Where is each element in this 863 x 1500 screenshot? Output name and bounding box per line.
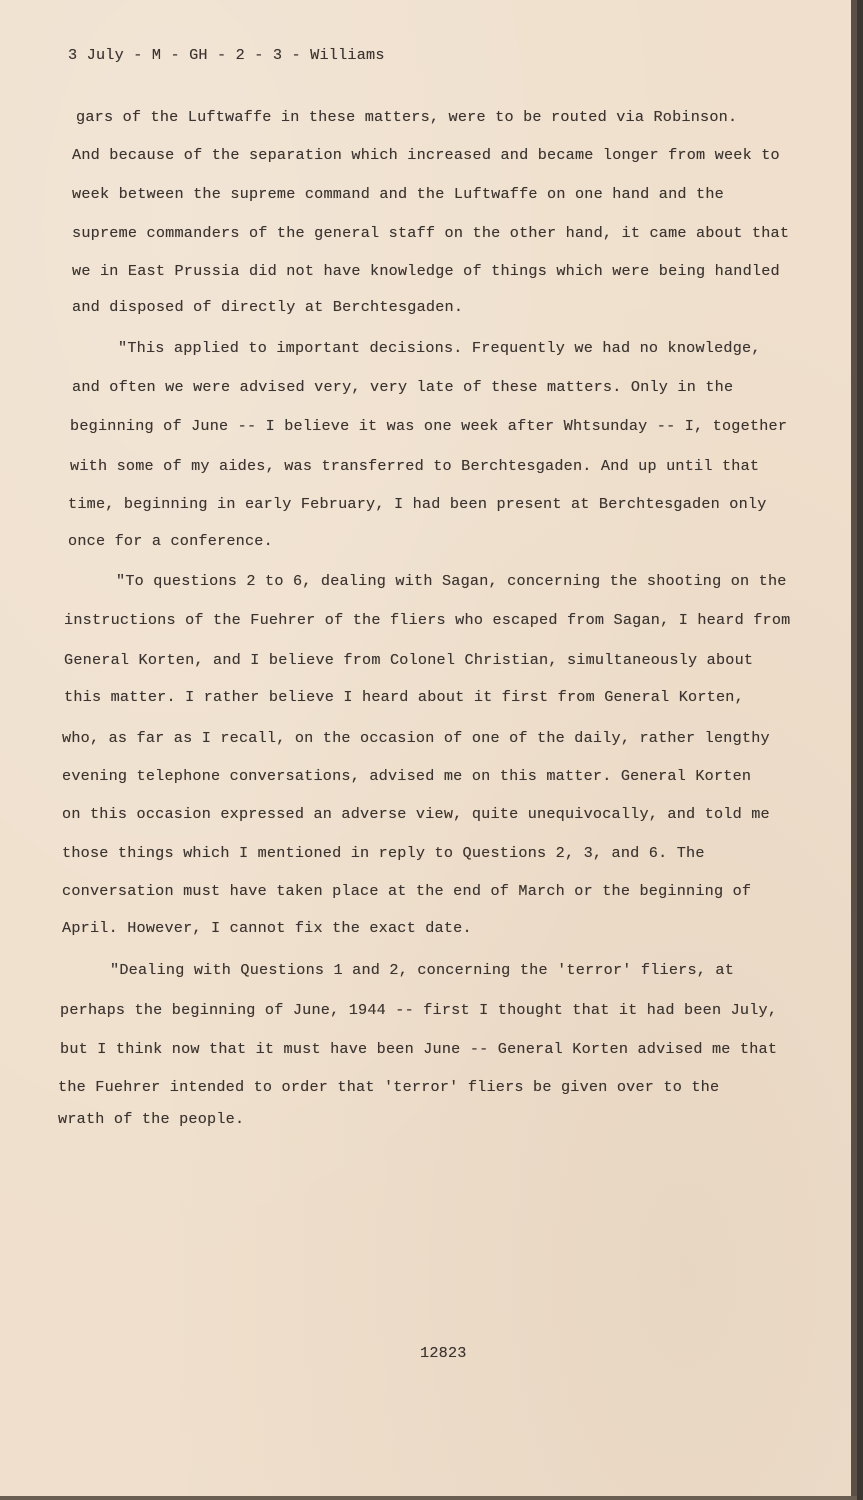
text-line: with some of my aides, was transferred to Berchtesgaden. And up until that bbox=[70, 457, 760, 475]
text-line: And because of the separation which increased and became longer from week to bbox=[72, 146, 780, 164]
text-line: perhaps the beginning of June, 1944 -- first I thought that it had been July, bbox=[60, 1001, 778, 1019]
text-line: on this occasion expressed an adverse view, quite unequivocally, and told me bbox=[62, 805, 770, 823]
text-line: week between the supreme command and the Luftwaffe on one hand and the bbox=[72, 185, 724, 203]
text-line: this matter. I rather believe I heard about it first from General Korten, bbox=[64, 688, 744, 706]
text-line: supreme commanders of the general staff on the other hand, it came about that bbox=[72, 224, 790, 242]
text-line: but I think now that it must have been June -- General Korten advised me that bbox=[60, 1040, 778, 1058]
text-line: "Dealing with Questions 1 and 2, concerning the 'terror' fliers, at bbox=[110, 961, 735, 979]
text-line: gars of the Luftwaffe in these matters, were to be routed via Robinson. bbox=[76, 108, 738, 126]
text-line: General Korten, and I believe from Colonel Christian, simultaneously about bbox=[64, 651, 754, 669]
text-line: once for a conference. bbox=[68, 532, 273, 550]
text-line: conversation must have taken place at the end of March or the beginning of bbox=[62, 882, 752, 900]
scan-edge-bottom bbox=[0, 1496, 857, 1500]
page-header: 3 July - M - GH - 2 - 3 - Williams bbox=[68, 46, 385, 64]
text-line: we in East Prussia did not have knowledge of things which were being handled bbox=[72, 262, 780, 280]
text-line: the Fuehrer intended to order that 'terror' fliers be given over to the bbox=[58, 1078, 720, 1096]
page-number: 12823 bbox=[420, 1344, 467, 1362]
text-line: evening telephone conversations, advised me on this matter. General Korten bbox=[62, 767, 752, 785]
text-line: and disposed of directly at Berchtesgaden. bbox=[72, 298, 464, 316]
text-line: time, beginning in early February, I had been present at Berchtesgaden only bbox=[68, 495, 767, 513]
text-line: wrath of the people. bbox=[58, 1110, 245, 1128]
text-line: and often we were advised very, very late of these matters. Only in the bbox=[72, 378, 734, 396]
text-line: "This applied to important decisions. Frequently we had no knowledge, bbox=[118, 339, 761, 357]
text-line: who, as far as I recall, on the occasion of one of the daily, rather lengthy bbox=[62, 729, 770, 747]
text-line: those things which I mentioned in reply to Questions 2, 3, and 6. The bbox=[62, 844, 705, 862]
text-line: beginning of June -- I believe it was one week after Whtsunday -- I, together bbox=[70, 417, 788, 435]
scan-edge-right bbox=[851, 0, 857, 1500]
text-line: "To questions 2 to 6, dealing with Sagan, concerning the shooting on the bbox=[116, 572, 787, 590]
text-line: April. However, I cannot fix the exact date. bbox=[62, 919, 472, 937]
text-line: instructions of the Fuehrer of the fliers who escaped from Sagan, I heard from bbox=[64, 611, 791, 629]
